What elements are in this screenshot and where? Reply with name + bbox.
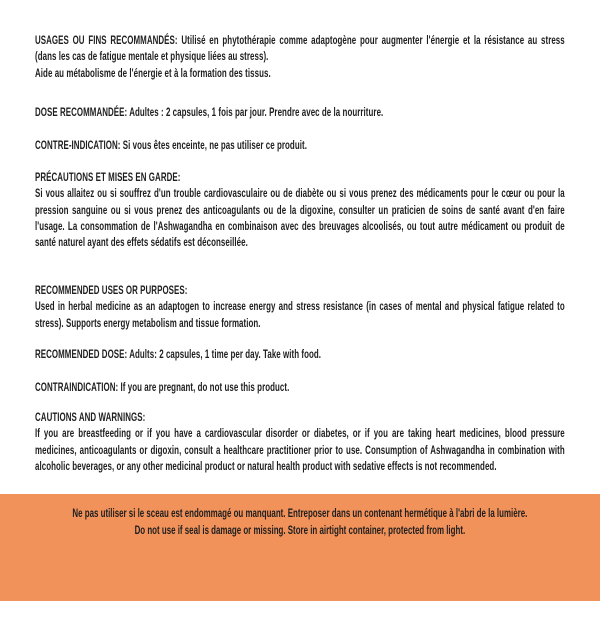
fr-usages-title: USAGES OU FINS RECOMMANDÉS: [35, 33, 178, 47]
en-cautions-title: CAUTIONS AND WARNINGS: [35, 410, 146, 424]
en-cautions-body: If you are breastfeeding or if you have a cardiovascular disorder or diabetes, or if you are taking heart medicines, blood pressure medicines, anticoagulants or digoxin, consult a healthcare practitioner prior to use. Consumption of Ashwagandha in combination with alcoholic beverages, or any other medicinal product or natural health product with sedative effects is not recommended. [35, 426, 565, 474]
fr-usages-body: Utilisé en phytothérapie comme adaptogène pour augmenter l'énergie et la résistance au stress (dans les cas de fatigue mentale et physique liées au stress). [35, 33, 565, 64]
en-dose-title: RECOMMENDED DOSE: [35, 347, 128, 361]
en-uses-title: RECOMMENDED USES OR PURPOSES: [35, 283, 188, 297]
en-dose-body: Adults: 2 capsules, 1 time per day. Take with food. [129, 347, 322, 361]
en-contraindication-section [35, 379, 565, 395]
storage-notice-en: Do not use if seal is damage or missing. Store in airtight container, protected from light. [134, 522, 466, 537]
en-contraindication-title: CONTRAINDICATION: [35, 380, 119, 394]
en-uses-body: Used in herbal medicine as an adaptogen to increase energy and stress resistance (in cases of mental and physical fatigue related to stress). Supports energy metabolism and tissue formation. [35, 299, 565, 330]
fr-dose-section [35, 104, 565, 120]
en-cautions-section [35, 409, 565, 474]
storage-notice-band [0, 494, 600, 601]
en-uses-section [35, 282, 565, 331]
storage-notice-fr: Ne pas utiliser si le sceau est endommagé ou manquant. Entreposer dans un contenant hermétique à l'abri de la lumière. [72, 506, 528, 520]
fr-contraindication-title: CONTRE-INDICATION: [35, 138, 121, 152]
en-dose-section [35, 346, 565, 362]
fr-usages-body2: Aide au métabolisme de l'énergie et à la formation des tissus. [35, 65, 271, 80]
fr-dose-body: Adultes : 2 capsules, 1 fois par jour. Prendre avec de la nourriture. [129, 105, 384, 119]
fr-contraindication-section [35, 137, 565, 153]
fr-precautions-title: PRÉCAUTIONS ET MISES EN GARDE: [35, 170, 181, 184]
storage-notice-text [35, 505, 565, 539]
fr-dose-title: DOSE RECOMMANDÉE: [35, 105, 128, 119]
fr-precautions-section [35, 169, 565, 251]
en-contraindication-body: If you are pregnant, do not use this product. [120, 380, 290, 394]
fr-usages-paragraph [35, 32, 565, 65]
fr-contraindication-body: Si vous êtes enceinte, ne pas utiliser ce produit. [122, 138, 307, 152]
fr-precautions-body: Si vous allaitez ou si souffrez d'un trouble cardiovasculaire ou de diabète ou si vous prenez des médicaments pour le cœur ou pour la pression sanguine ou si vous prenez des anticoagulants ou de la digoxine, consulter un praticien de soins de santé avant d'en faire l'usage. La consommation de l'Ashwagandha en combinaison avec des breuvages alcoolisés, ou tout autre médicament ou produit de santé naturel ayant des effets sédatifs est déconseillée. [35, 186, 565, 250]
fr-usages-section [35, 32, 565, 81]
